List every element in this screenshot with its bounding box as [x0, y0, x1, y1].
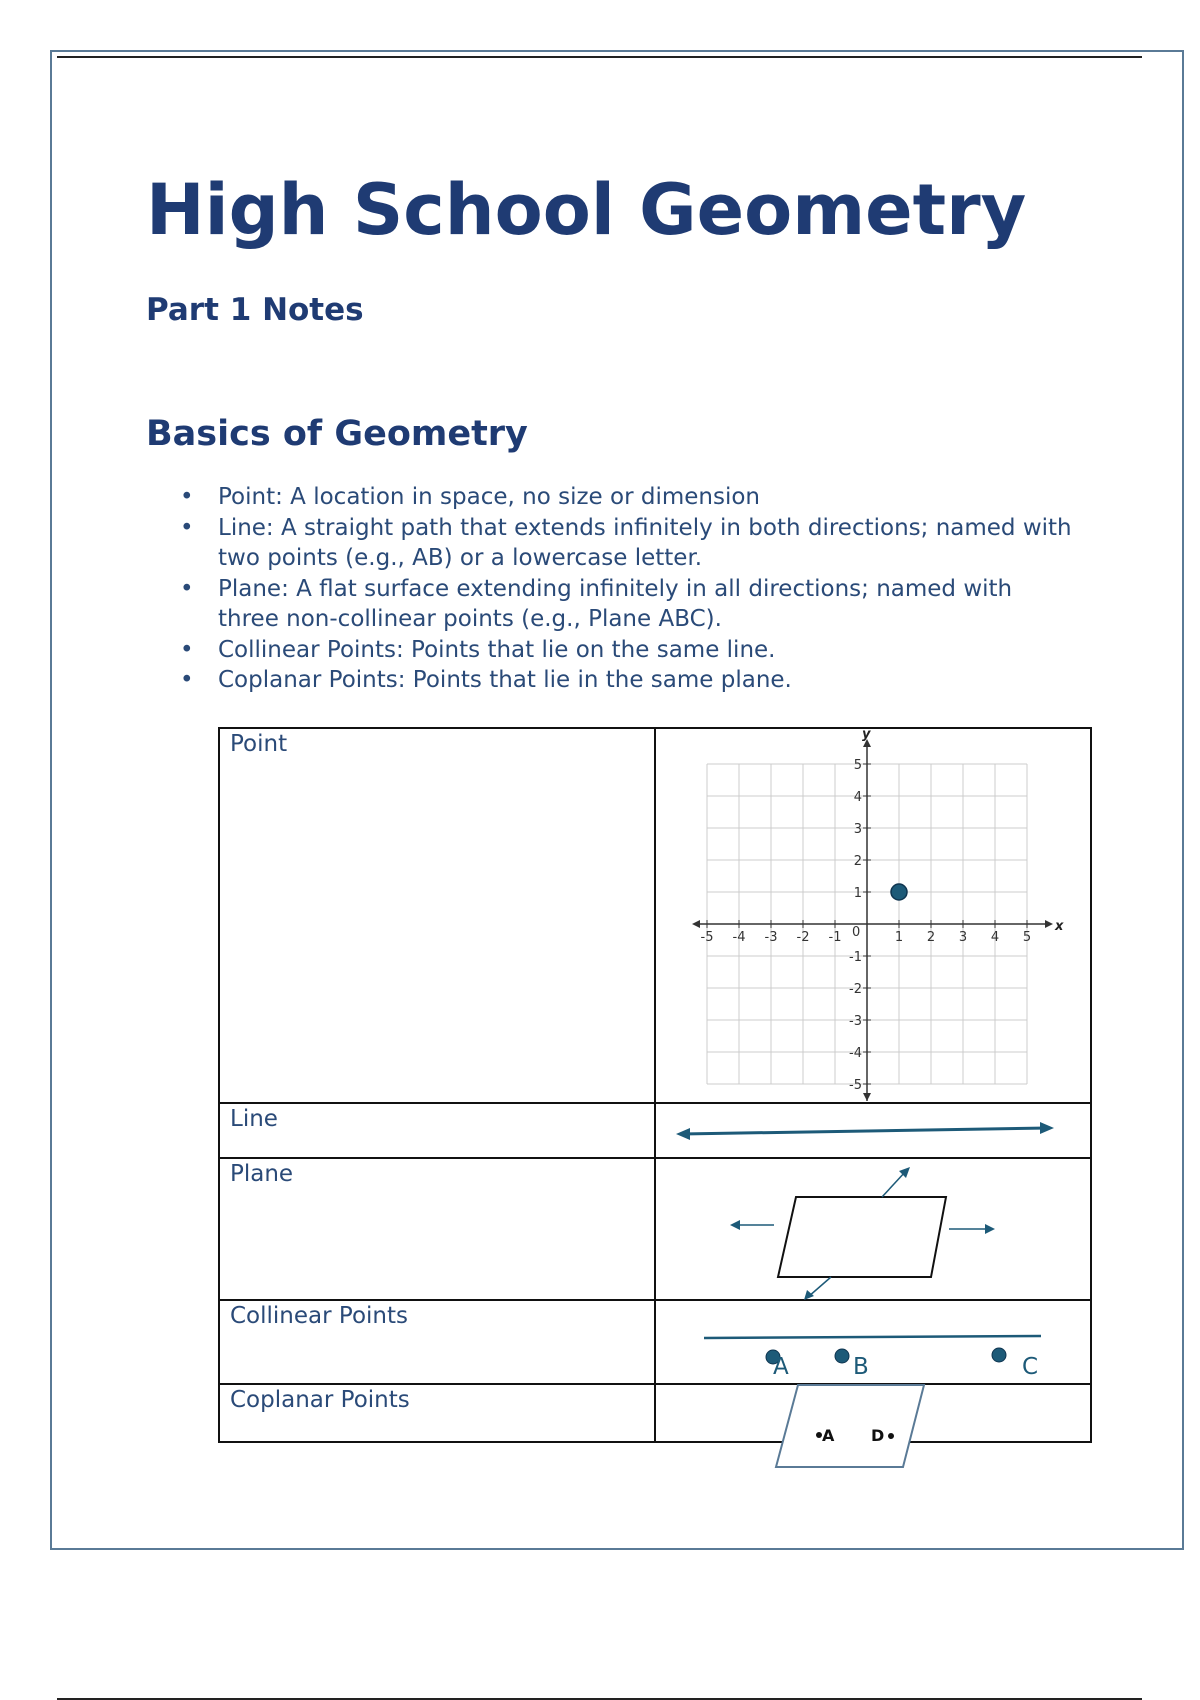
plane-arrow-right-head [985, 1224, 995, 1234]
plane-arrow-down-head [804, 1290, 814, 1300]
bullet-dot: • [180, 484, 194, 510]
term-label-collinear: Collinear Points [230, 1303, 408, 1329]
collinear-label-a: A [773, 1354, 789, 1380]
x-tick-label: 3 [958, 930, 968, 945]
term-label-line: Line [230, 1106, 278, 1132]
x-tick-label: 4 [990, 930, 1000, 945]
document-subtitle: Part 1 Notes [146, 292, 364, 328]
collinear-point-b [835, 1349, 849, 1363]
term-cell-line [219, 1103, 655, 1158]
line-arrow-right [1040, 1122, 1054, 1134]
coplanar-point-d [888, 1433, 894, 1439]
bullet-text: Coplanar Points: Points that lie in the same plane. [218, 667, 792, 693]
y-tick-label: 3 [853, 822, 862, 837]
graph-axes [692, 739, 1053, 1101]
term-cell-point [219, 728, 655, 1103]
document-title: High School Geometry [146, 169, 1027, 251]
bullet-list [178, 482, 1078, 696]
illustration-cell-coplanar [655, 1384, 1091, 1445]
bullet-text: Line: A straight path that extends infinitely in both directions; named with two points (e.g., AB) or a lowercase letter. [218, 514, 1072, 571]
collinear-point-c [992, 1348, 1006, 1362]
vocabulary-table [218, 727, 1092, 1443]
table-row-collinear [219, 1300, 1091, 1384]
bullet-text: Collinear Points: Points that lie on the same line. [218, 636, 776, 663]
plotted-point [891, 884, 907, 900]
term-cell-collinear [219, 1300, 655, 1384]
bullet-item [178, 482, 1078, 513]
coplanar-label-d: D [871, 1426, 885, 1445]
bullet-text: Point: A location in space, no size or dimension [218, 484, 761, 510]
term-label-coplanar: Coplanar Points [230, 1387, 410, 1413]
y-tick-label: -1 [849, 950, 862, 965]
plane-arrow-up-shaft [882, 1171, 906, 1197]
origin-label: 0 [852, 925, 861, 940]
y-tick-label: -4 [849, 1046, 862, 1061]
term-cell-coplanar [219, 1384, 655, 1442]
bullet-dot: • [180, 575, 194, 602]
infinite-line [682, 1128, 1048, 1134]
plane-parallelogram [778, 1197, 946, 1277]
term-label-point: Point [230, 731, 288, 757]
y-tick-label: -2 [849, 982, 862, 997]
term-cell-plane [219, 1158, 655, 1300]
x-tick-label: 5 [1022, 930, 1032, 945]
collinear-illustration [656, 1301, 1090, 1383]
top-rule [57, 56, 1142, 58]
bullet-item [178, 635, 1078, 666]
bullet-text: Plane: A flat surface extending infinitely in all directions; named with three non-collinear points (e.g., Plane ABC). [218, 575, 1013, 632]
point-graph [656, 729, 1090, 1102]
coplanar-illustration [656, 1385, 1090, 1445]
y-tick-label: 2 [853, 854, 862, 869]
illustration-cell-plane [655, 1158, 1091, 1300]
table-row-line [219, 1103, 1091, 1158]
plane-illustration [656, 1159, 1090, 1299]
y-tick-label: 4 [853, 790, 862, 805]
coplanar-label-a: A [822, 1426, 835, 1445]
illustration-cell-line [655, 1103, 1091, 1158]
line-arrow-left [676, 1128, 690, 1140]
coplanar-plane [776, 1385, 924, 1467]
y-axis-arrow-bottom [863, 1093, 871, 1101]
section-heading: Basics of Geometry [146, 414, 528, 454]
x-axis-arrow-right [1045, 920, 1053, 928]
y-tick-label: 5 [853, 758, 862, 773]
illustration-cell-point [655, 728, 1091, 1103]
bullet-item [178, 665, 1078, 696]
collinear-line [704, 1336, 1041, 1338]
collinear-label-c: C [1022, 1354, 1039, 1380]
y-tick-label: -3 [849, 1014, 862, 1029]
x-axis-label: x [1055, 919, 1064, 934]
illustration-cell-collinear [655, 1300, 1091, 1384]
table-row-plane [219, 1158, 1091, 1300]
x-tick-label: -4 [732, 930, 746, 945]
bullet-dot: • [180, 667, 194, 693]
bullet-dot: • [180, 636, 194, 663]
x-tick-label: -1 [828, 930, 842, 945]
y-tick-label: -5 [849, 1078, 862, 1093]
plane-arrow-left-head [730, 1220, 740, 1230]
bullet-item [178, 513, 1078, 574]
line-illustration [656, 1104, 1090, 1157]
x-axis-arrow-left [692, 920, 700, 928]
bullet-dot: • [180, 514, 194, 541]
y-axis-label: y [862, 727, 871, 742]
table-row-coplanar [219, 1384, 1091, 1442]
y-tick-label: 1 [853, 886, 862, 901]
x-tick-label: -5 [700, 930, 714, 945]
x-tick-label: -2 [796, 930, 810, 945]
bullet-item [178, 574, 1078, 635]
table-row-point [219, 728, 1091, 1103]
term-label-plane: Plane [230, 1161, 294, 1187]
x-tick-label: 1 [894, 930, 904, 945]
x-tick-label: -3 [764, 930, 778, 945]
x-tick-label: 2 [926, 930, 936, 945]
collinear-label-b: B [853, 1354, 869, 1380]
